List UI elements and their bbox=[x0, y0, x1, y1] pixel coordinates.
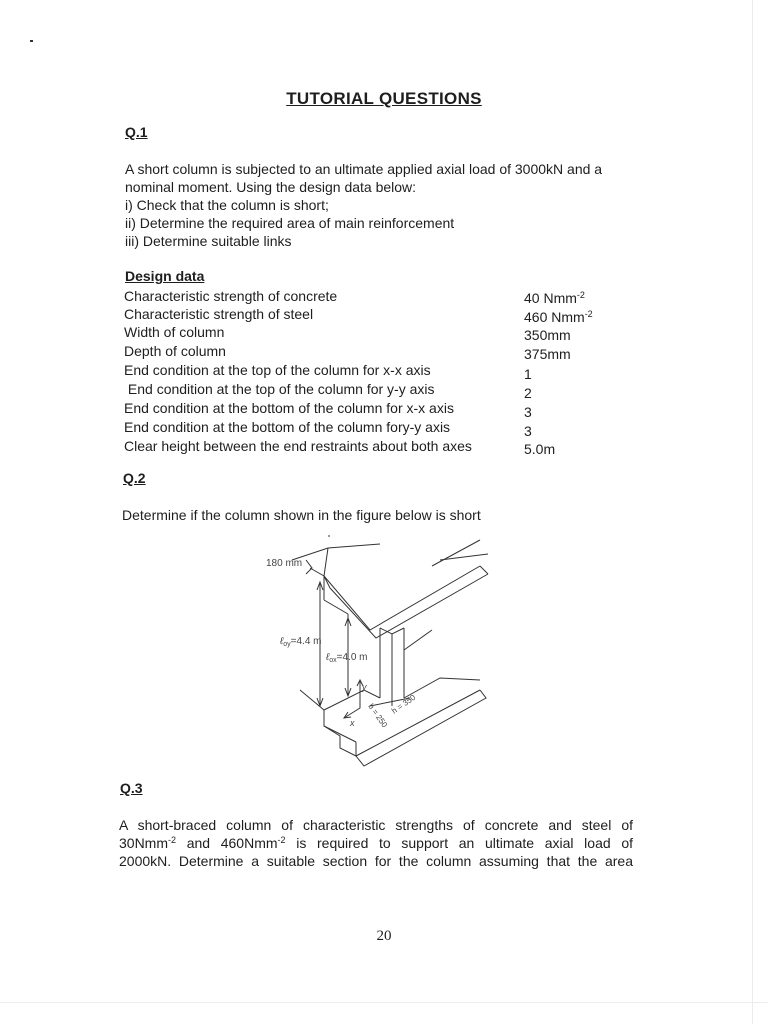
q3-line: 30Nmm$^{-2}$ and 460Nmm$^{-2}$ is required to support an ultimate axial load of bbox=[119, 835, 633, 851]
q2-heading: Q.2 bbox=[123, 470, 146, 486]
design-data-row bbox=[124, 288, 644, 307]
design-data-row bbox=[124, 324, 644, 343]
design-data-row bbox=[124, 400, 644, 419]
y-axis-label: y bbox=[362, 682, 367, 692]
design-data-label: Width of column bbox=[124, 324, 225, 340]
q1-intro-line: i) Check that the column is short; bbox=[125, 197, 329, 213]
design-data-table bbox=[124, 288, 644, 463]
design-data-row bbox=[124, 438, 644, 457]
page-number: 20 bbox=[376, 928, 392, 944]
design-data-value: 375mm bbox=[524, 346, 571, 362]
design-data-row bbox=[124, 306, 644, 325]
design-data-row bbox=[124, 343, 644, 362]
design-data-value: 5.0m bbox=[524, 441, 556, 457]
x-axis-label: x bbox=[350, 718, 355, 728]
design-data-label: End condition at the top of the column for y-y axis bbox=[124, 381, 435, 397]
slab-thickness-label: 180 mm bbox=[266, 558, 303, 569]
scan-mark bbox=[30, 40, 33, 42]
q3-heading: Q.3 bbox=[120, 780, 143, 796]
h-dimension-label: h = 350 bbox=[389, 692, 418, 716]
design-data-value: 1 bbox=[524, 366, 532, 382]
design-data-value: 2 bbox=[524, 385, 532, 401]
q1-intro-line: A short column is subjected to an ultimate applied axial load of 3000kN and a bbox=[125, 161, 603, 177]
design-data-label: End condition at the top of the column for x-x axis bbox=[124, 362, 431, 378]
design-data-value: 40 Nmm$^{-2}$ bbox=[524, 290, 585, 306]
page-edge-right bbox=[752, 0, 753, 1024]
q1-heading: Q.1 bbox=[125, 124, 148, 140]
design-data-value: 460 Nmm$^{-2}$ bbox=[524, 309, 593, 325]
design-data-heading: Design data bbox=[125, 268, 205, 284]
q3-line: A short-braced column of characteristic strengths of concrete and steel of bbox=[119, 817, 633, 833]
design-data-value: 350mm bbox=[524, 327, 571, 343]
design-data-value: 3 bbox=[524, 404, 532, 420]
q1-intro-line: ii) Determine the required area of main reinforcement bbox=[125, 215, 455, 231]
page-title: TUTORIAL QUESTIONS bbox=[286, 89, 482, 108]
design-data-label: Clear height between the end restraints about both axes bbox=[124, 438, 472, 454]
design-data-row bbox=[124, 381, 644, 400]
design-data-label: Characteristic strength of concrete bbox=[124, 288, 338, 304]
design-data-label: End condition at the bottom of the column for x-x axis bbox=[124, 400, 454, 416]
b-dimension-label: b = 250 bbox=[366, 701, 390, 730]
loy-label: ℓ$_{oy}$=4.4 m bbox=[280, 636, 322, 648]
q1-intro-line: nominal moment. Using the design data below: bbox=[125, 179, 417, 195]
design-data-label: Characteristic strength of steel bbox=[124, 306, 314, 322]
q1-intro-line: iii) Determine suitable links bbox=[125, 233, 292, 249]
q3-line: 2000kN. Determine a suitable section for the column assuming that the area bbox=[119, 853, 633, 869]
q3-text bbox=[119, 816, 633, 870]
page-edge-bottom bbox=[0, 1002, 768, 1003]
design-data-row bbox=[124, 419, 644, 438]
column-figure bbox=[240, 530, 500, 775]
q2-text: Determine if the column shown in the figure below is short bbox=[122, 507, 481, 523]
design-data-label: End condition at the bottom of the column fory-y axis bbox=[124, 419, 451, 435]
design-data-row bbox=[124, 362, 644, 381]
q1-intro bbox=[125, 160, 645, 250]
design-data-label: Depth of column bbox=[124, 343, 226, 359]
lox-label: ℓ$_{ox}$=4.0 m bbox=[326, 652, 368, 664]
design-data-value: 3 bbox=[524, 423, 532, 439]
